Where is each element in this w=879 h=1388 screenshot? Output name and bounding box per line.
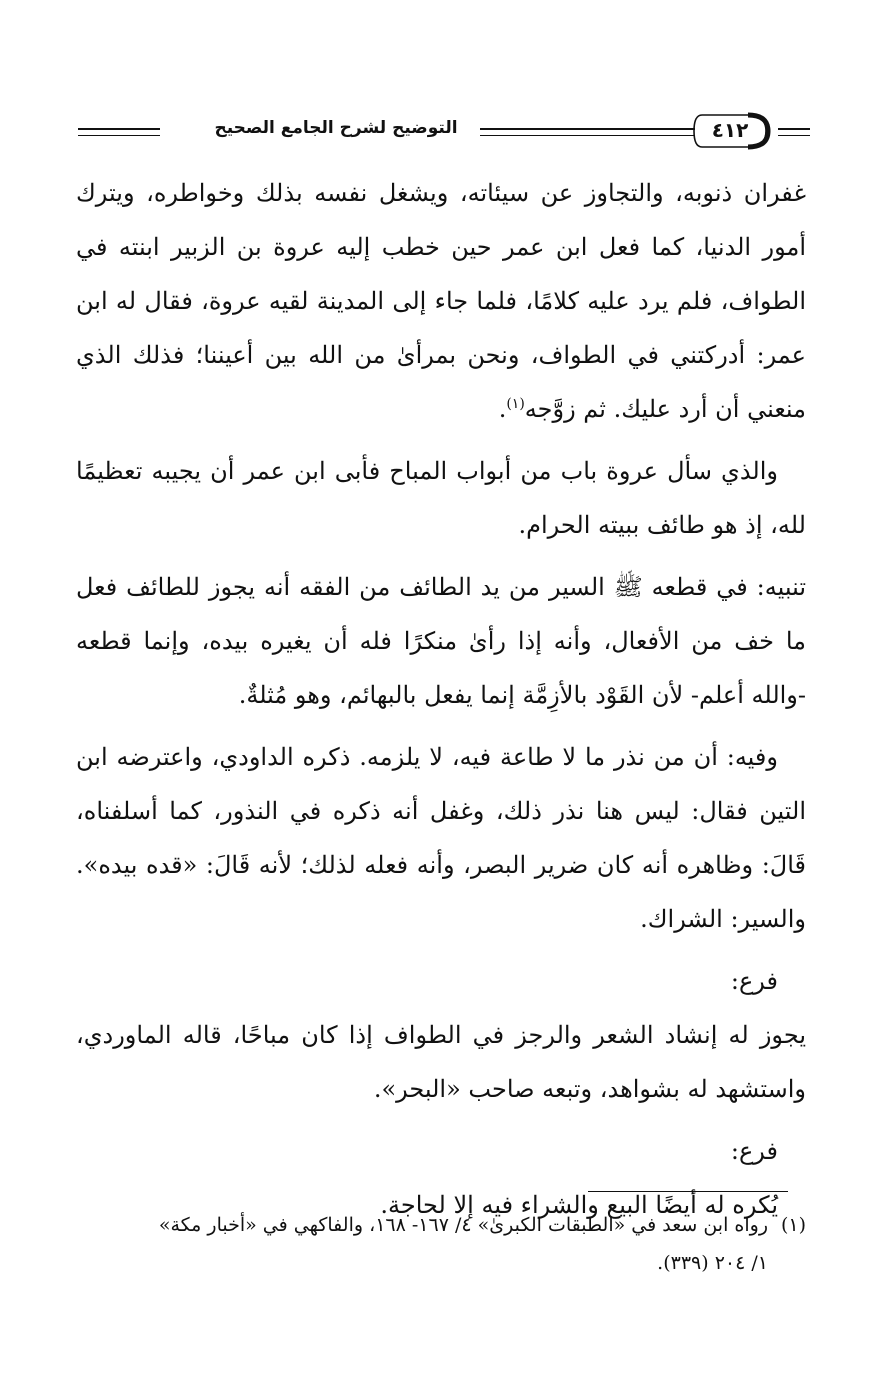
footnote-line-2: ١/ ٢٠٤ (٣٣٩). (657, 1252, 768, 1274)
subheading-branch-2: فرع: (730, 1137, 778, 1165)
footnote (76, 1206, 806, 1282)
running-header (70, 108, 810, 164)
header-rule-left-top (78, 128, 160, 130)
header-rule-middle-top (480, 128, 695, 130)
header-rule-right-bottom (778, 135, 810, 136)
header-rule-middle-bottom (480, 135, 695, 136)
paragraph-4: وفيه: أن من نذر ما لا طاعة فيه، لا يلزمه. ذكره الداودي، واعترضه ابن التين فقال: ليس هنا نذر ذلك، وغفل أنه ذكره في النذور، كما أسلفناه، قَالَ: وظاهره أنه كان ضرير البصر، وأنه فعله لذلك؛ لأنه قَالَ: «قده بيده». والسير: الشراك. (76, 743, 806, 933)
page-number-badge (692, 109, 778, 153)
main-text (76, 166, 806, 1232)
footnote-number: (١) (780, 1214, 806, 1236)
paragraph-1: غفران ذنوبه، والتجاوز عن سيئاته، ويشغل نفسه بذلك وخواطره، ويترك أمور الدنيا، كما فعل ابن عمر حين خطب إليه عروة بن الزبير ابنته في الطواف، فلم يرد عليه كلامًا، فلما جاء إلى المدينة لقيه عروة، فقال له ابن عمر: أدركتني في الطواف، ونحن بمرأىٰ من الله بين أعيننا؛ فذلك الذي منعني أن أرد عليك. ثم زوَّجه$^{(١)}$. (76, 179, 807, 423)
paragraph-5: يجوز له إنشاد الشعر والرجز في الطواف إذا كان مباحًا، قاله الماوردي، واستشهد له بشواهد، وتبعه صاحب «البحر». (76, 1021, 806, 1103)
footnote-reference[interactable]: (١) (506, 396, 525, 412)
footnote-line-1: (١)رواه ابن سعد في «الطبقات الكبرىٰ» ٤/ ١٦٧- ١٦٨، والفاكهي في «أخبار مكة» (76, 1206, 806, 1244)
paragraph-2: والذي سأل عروة باب من أبواب المباح فأبى ابن عمر أن يجيبه تعظيمًا لله، إذ هو طائف ببيته الحرام. (76, 457, 806, 539)
header-rule-left-bottom (78, 135, 160, 136)
paragraph-3-note: تنبيه: في قطعه ﷺ السير من يد الطائف من الفقه أنه يجوز للطائف فعل ما خف من الأفعال، وأنه إذا رأىٰ منكرًا فله أن يغيره بيده، وإنما قطعه -والله أعلم- لأن القَوْد بالأزِمَّة إنما يفعل بالبهائم، وهو مُثلةٌ. (76, 573, 806, 709)
book-title: التوضيح لشرح الجامع الصحيح (214, 118, 458, 138)
footnote-separator (588, 1191, 788, 1192)
subheading-branch-1: فرع: (730, 967, 778, 995)
header-rule-right-top (778, 128, 810, 130)
paragraph-6: يُكره له أيضًا البيع والشراء فيه إلا لحاجة. (380, 1191, 778, 1219)
page-number: ٤١٢ (711, 118, 749, 142)
